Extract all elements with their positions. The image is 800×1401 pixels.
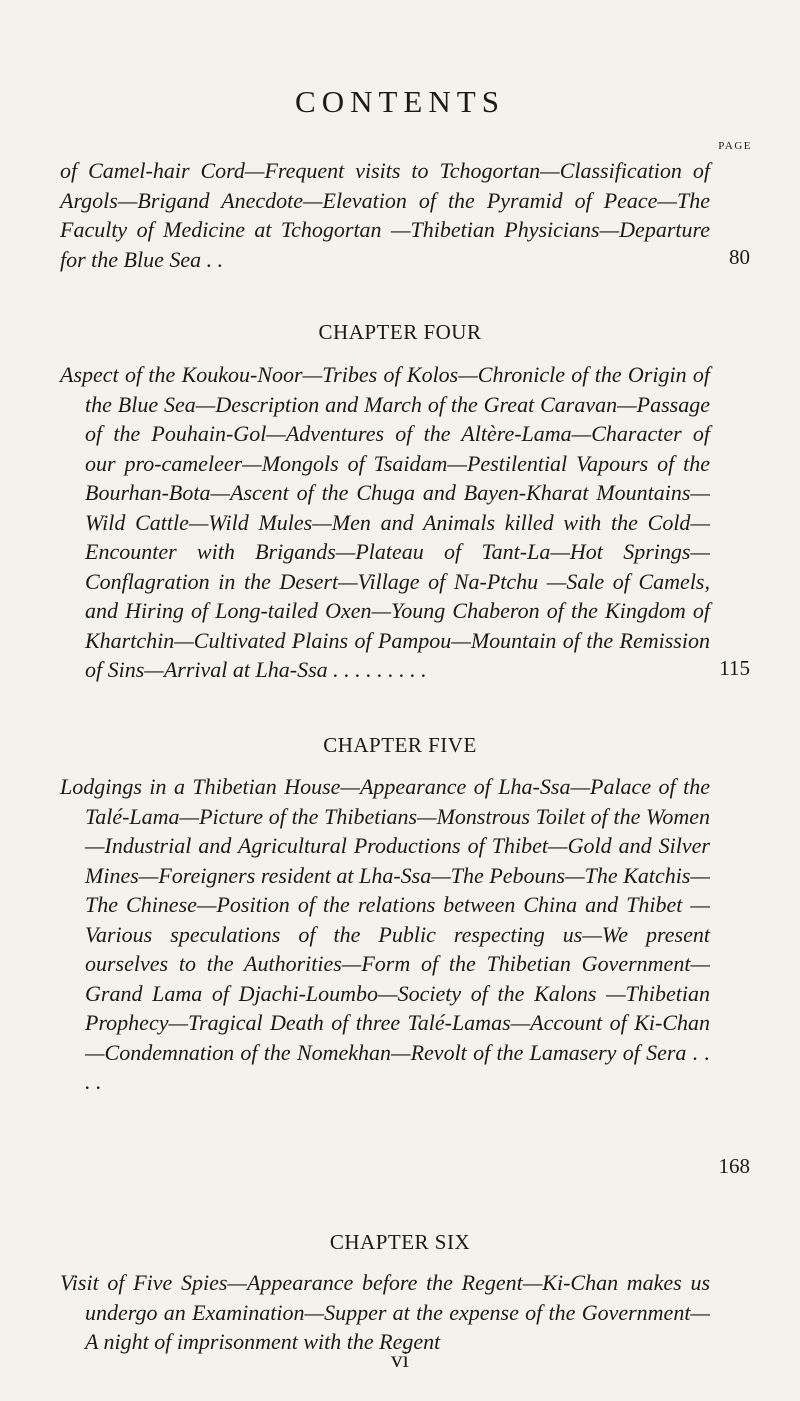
chapter-heading: CHAPTER SIX [329, 1230, 471, 1254]
page-number: 168 [718, 1154, 750, 1178]
running-header: CONTENTS [295, 84, 505, 119]
contents-entry-continued [60, 156, 710, 274]
page-number: 115 [719, 656, 750, 680]
entry-synopsis: Visit of Five Spies—Appearance before the Regent—Ki-Chan makes us undergo an Examination—Supper at the expense of the Government—A night of imprisonment with the Regent [60, 1270, 710, 1354]
page-column-label: PAGE [718, 140, 752, 152]
chapter-heading: CHAPTER FIVE [323, 733, 477, 757]
chapter-heading: CHAPTER FOUR [318, 320, 482, 344]
contents-entry [60, 360, 710, 685]
contents-entry [60, 772, 710, 1097]
entry-synopsis: Lodgings in a Thibetian House—Appearance of Lha-Ssa—Palace of the Talé-Lama—Picture of the Thibetians—Monstrous Toilet of the Women—Industrial and Agricultural Productions of Thibet—Gold and Silver Mines—Foreigners resident at Lha-Ssa—The Pebouns—The Katchis—The Chinese—Position of the relations between China and Thibet —Various speculations of the Public respecting us—We present ourselves to the Authorities—Form of the Thibetian Government—Grand Lama of Djachi-Loumbo—Society of the Kalons —Thibetian Prophecy—Tragical Death of three Talé-Lamas—Account of Ki-Chan—Condemnation of the Nomekhan—Revolt of the Lamasery of Sera . . . . [60, 774, 710, 1094]
entry-synopsis: of Camel-hair Cord—Frequent visits to Tchogortan—Classification of Argols—Brigand Anecdote—Elevation of the Pyramid of Peace—The Faculty of Medicine at Tchogortan —Thibetian Physicians—Departure for the Blue Sea . . [60, 158, 710, 272]
entry-synopsis: Aspect of the Koukou-Noor—Tribes of Kolos—Chronicle of the Origin of the Blue Sea—Description and March of the Great Caravan—Passage of the Pouhain-Gol—Adventures of the Altère-Lama—Character of our pro-cameleer—Mongols of Tsaidam—Pestilential Vapours of the Bourhan-Bota—Ascent of the Chuga and Bayen-Kharat Mountains—Wild Cattle—Wild Mules—Men and Animals killed with the Cold—Encounter with Brigands—Plateau of Tant-La—Hot Springs—Conflagration in the Desert—Village of Na-Ptchu —Sale of Camels, and Hiring of Long-tailed Oxen—Young Chaberon of the Kingdom of Khartchin—Cultivated Plains of Pampou—Mountain of the Remission of Sins—Arrival at Lha-Ssa . . . . . . . . . [60, 362, 710, 682]
folio-number: vi [391, 1347, 409, 1372]
page-number: 80 [729, 245, 750, 269]
contents-entry [60, 1268, 710, 1357]
